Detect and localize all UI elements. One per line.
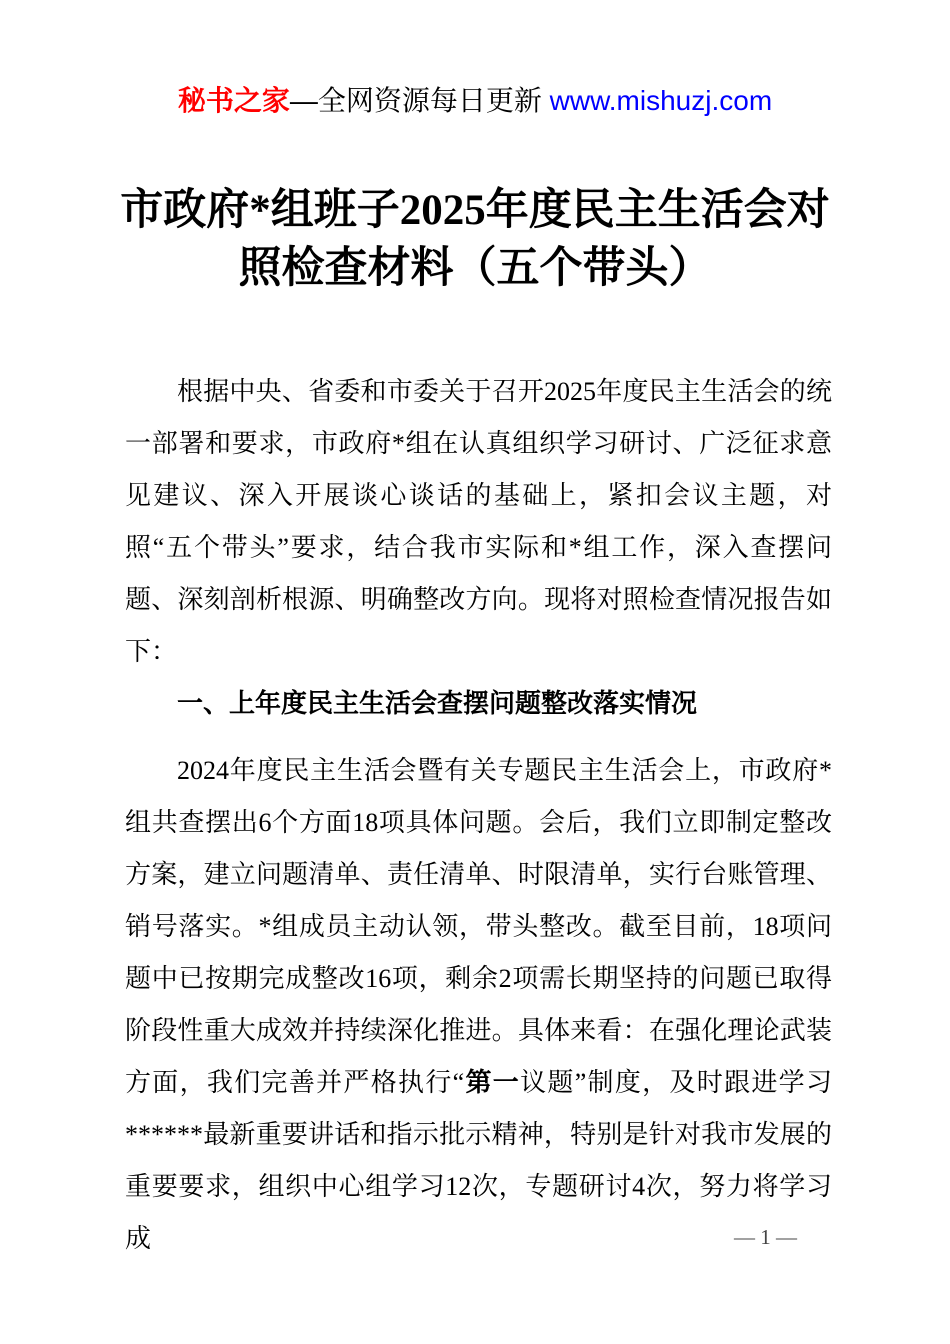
paragraph-intro: 根据中央、省委和市委关于召开2025年度民主生活会的统一部署和要求，市政府*组在认真组织学习研讨、广泛征求意见建议、深入开展谈心谈话的基础上，紧扣会议主题，对照“五个带头”要求，结合我市实际和*组工作，深入查摆问题、深刻剖析根源、明确整改方向。现将对照检查情况报告如下： [125, 377, 832, 666]
header-separator: — [289, 85, 318, 116]
site-header [0, 0, 950, 118]
site-url-link[interactable]: www.mishuzj.com [549, 85, 773, 116]
paragraph-section-1 [125, 745, 832, 1265]
document-title: 市政府*组班子2025年度民主生活会对照检查材料（五个带头） [120, 187, 830, 292]
paragraph-run: 议题”制度，及时跟进学习******最新重要讲话和指示批示精神，特别是针对我市发展的重要要求，组织中心组学习12次，专题研讨4次，努力将学习成 [125, 1068, 832, 1253]
paragraph-run: 2024年度民主生活会暨有关专题民主生活会上，市政府*组共查摆出6个方面18项具体问题。会后，我们立即制定整改方案，建立问题清单、责任清单、时限清单，实行台账管理、销号落实。*组成员主动认领，带头整改。截至目前，18项问题中已按期完成整改16项，剩余2项需长期坚持的问题已取得阶段性重大成效并持续深化推进。具体来看：在强化理论武装方面，我们完善并严格执行“ [125, 756, 832, 1097]
document-body [125, 366, 832, 1265]
paragraph-run-bold: 第一 [464, 1068, 521, 1097]
site-name: 秘书之家 [177, 85, 290, 116]
section-1-heading: 一、上年度民主生活会查摆问题整改落实情况 [177, 689, 698, 718]
page-number: — 1 — [734, 1225, 797, 1249]
site-tagline: 全网资源每日更新 [317, 85, 542, 116]
